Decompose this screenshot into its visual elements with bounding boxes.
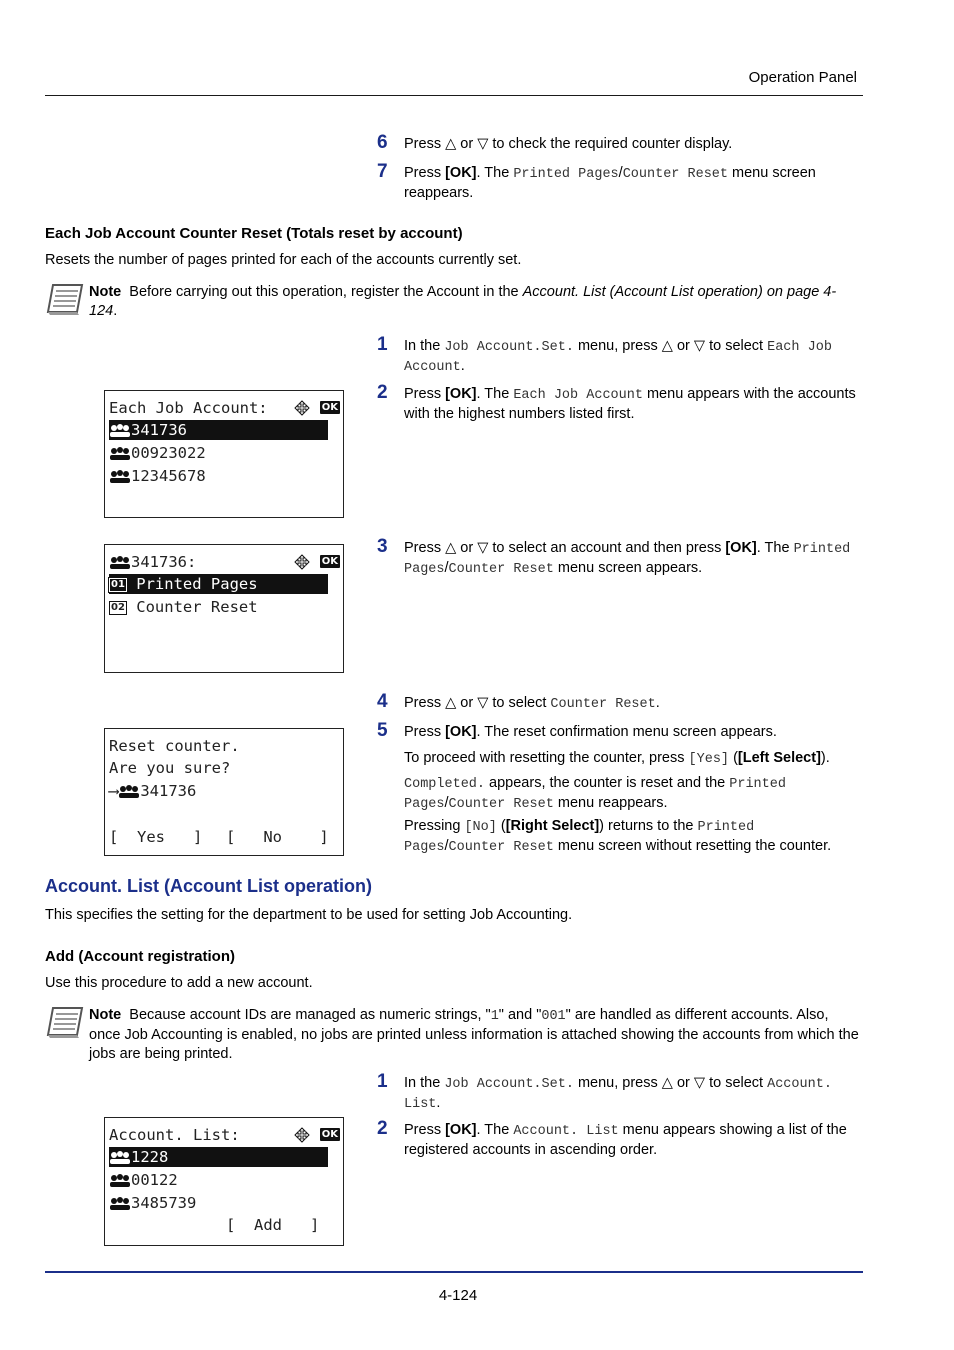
up-triangle-icon: △ <box>445 695 457 711</box>
page-number: 4-124 <box>438 1287 478 1304</box>
lcd-row-selected: 1228 <box>109 1147 328 1167</box>
step-3-text: Press △ or ▽ to select an account and then press [OK]. The Printed Pages/Counter Reset menu screen appears. <box>404 540 851 577</box>
step-number: 3 <box>377 536 388 557</box>
footer-rule <box>45 1271 863 1273</box>
up-triangle-icon: △ <box>445 540 457 556</box>
down-triangle-icon: ▽ <box>693 1075 706 1091</box>
lcd-title: Account. List: <box>109 1126 240 1144</box>
lcd-row: 12345678 <box>109 466 206 486</box>
lcd-account-menu <box>104 544 344 673</box>
down-triangle-icon: ▽ <box>477 695 489 711</box>
up-triangle-icon: △ <box>661 338 673 354</box>
lcd-yes-softkey: [ Yes ] <box>109 828 203 846</box>
lcd-row-selected: 341736 <box>109 420 328 440</box>
four-way-arrow-icon <box>294 554 310 570</box>
up-triangle-icon: △ <box>445 136 457 152</box>
step-number: 1 <box>377 334 388 355</box>
subsection-description: Use this procedure to add a new account. <box>45 975 313 991</box>
item-number-icon: 01 <box>111 578 125 590</box>
lcd-row: 3485739 <box>109 1193 196 1213</box>
lcd-title: Each Job Account: <box>109 399 268 417</box>
ok-key-icon: OK <box>321 402 338 413</box>
note-text: Note Before carrying out this operation, register the Account in the Account. List (Account List operation) on page 4-124. <box>89 284 837 319</box>
up-triangle-icon: △ <box>661 1075 673 1091</box>
four-way-arrow-icon <box>294 400 310 416</box>
account-icon <box>109 446 131 461</box>
step-2-text: Press [OK]. The Each Job Account menu appears with the accounts with the highest numbers listed first. <box>404 386 856 422</box>
lcd-nav <box>294 398 340 416</box>
arrow-right-icon: ⟶ <box>109 782 119 800</box>
lcd-account-list <box>104 1117 344 1246</box>
four-way-arrow-icon <box>294 1127 310 1143</box>
lcd-row: 00122 <box>109 1170 178 1190</box>
section-description: Resets the number of pages printed for each of the accounts currently set. <box>45 252 522 268</box>
step-4-text: Press △ or ▽ to select Counter Reset. <box>404 695 660 712</box>
step-5-para-no: Pressing [No] ([Right Select]) returns to the Printed Pages/Counter Reset menu screen without resetting the counter. <box>404 818 832 855</box>
step-6-text: Press △ or ▽ to check the required counter display. <box>404 136 733 152</box>
account-icon <box>109 1173 131 1188</box>
section-description: This specifies the setting for the department to be used for setting Job Accounting. <box>45 907 573 923</box>
section-heading: Each Job Account Counter Reset (Totals reset by account) <box>45 225 463 242</box>
header-rule <box>45 95 863 96</box>
lcd-line-2: Are you sure? <box>109 759 231 777</box>
step-2-text: Press [OK]. The Account. List menu appears showing a list of the registered accounts in ascending order. <box>404 1122 847 1158</box>
lcd-nav <box>294 552 340 570</box>
lcd-line-3: ⟶ 341736 <box>109 782 197 800</box>
item-number-icon: 02 <box>111 601 125 613</box>
account-icon <box>118 784 140 799</box>
step-number: 5 <box>377 720 388 741</box>
lcd-title: 341736: <box>109 552 196 572</box>
subsection-heading: Add (Account registration) <box>45 948 235 965</box>
down-triangle-icon: ▽ <box>477 136 489 152</box>
lcd-row: 00923022 <box>109 443 206 463</box>
ok-key-icon: OK <box>321 556 338 567</box>
ok-key-icon: OK <box>321 1129 338 1140</box>
account-icon <box>109 1196 131 1211</box>
step-number: 2 <box>377 1118 388 1139</box>
account-icon <box>109 423 131 438</box>
step-number: 2 <box>377 382 388 403</box>
step-5-para-completed: Completed. appears, the counter is reset and the Printed Pages/Counter Reset menu reappears. <box>404 775 786 812</box>
header-title: Operation Panel <box>748 69 857 86</box>
section-heading: Account. List (Account List operation) <box>45 876 372 896</box>
lcd-nav <box>294 1125 340 1143</box>
step-7-text: Press [OK]. The Printed Pages/Counter Reset menu screen reappears. <box>404 165 816 201</box>
account-icon <box>109 555 131 570</box>
step-1-text: In the Job Account.Set. menu, press △ or ▽ to select Account. List. <box>404 1075 832 1112</box>
step-number: 1 <box>377 1071 388 1092</box>
lcd-line-1: Reset counter. <box>109 737 240 755</box>
lcd-menu-item: 02 Counter Reset <box>111 598 258 616</box>
note-text: Note Because account IDs are managed as numeric strings, "1" and "001" are handled as different accounts. Also, once Job Accounting is enabled, no jobs are printed unless information is attached showing the accounts from which the jobs are being printed. <box>89 1007 859 1062</box>
step-number: 7 <box>377 161 388 182</box>
down-triangle-icon: ▽ <box>477 540 489 556</box>
lcd-each-job-account <box>104 390 344 518</box>
lcd-add-softkey: [ Add ] <box>226 1216 320 1234</box>
step-1-text: In the Job Account.Set. menu, press △ or ▽ to select Each Job Account. <box>404 338 832 375</box>
account-icon <box>109 469 131 484</box>
lcd-reset-confirm <box>104 728 344 856</box>
down-triangle-icon: ▽ <box>693 338 706 354</box>
step-5-text: Press [OK]. The reset confirmation menu screen appears. <box>404 724 777 740</box>
account-icon <box>109 1150 131 1165</box>
step-5-para-yes: To proceed with resetting the counter, press [Yes] ([Left Select]). <box>404 750 830 767</box>
step-number: 6 <box>377 132 388 153</box>
note-icon <box>45 282 85 316</box>
step-number: 4 <box>377 691 388 712</box>
note-icon <box>45 1005 85 1039</box>
lcd-no-softkey: [ No ] <box>226 828 329 846</box>
lcd-menu-item-selected: 01 Printed Pages <box>109 574 328 594</box>
